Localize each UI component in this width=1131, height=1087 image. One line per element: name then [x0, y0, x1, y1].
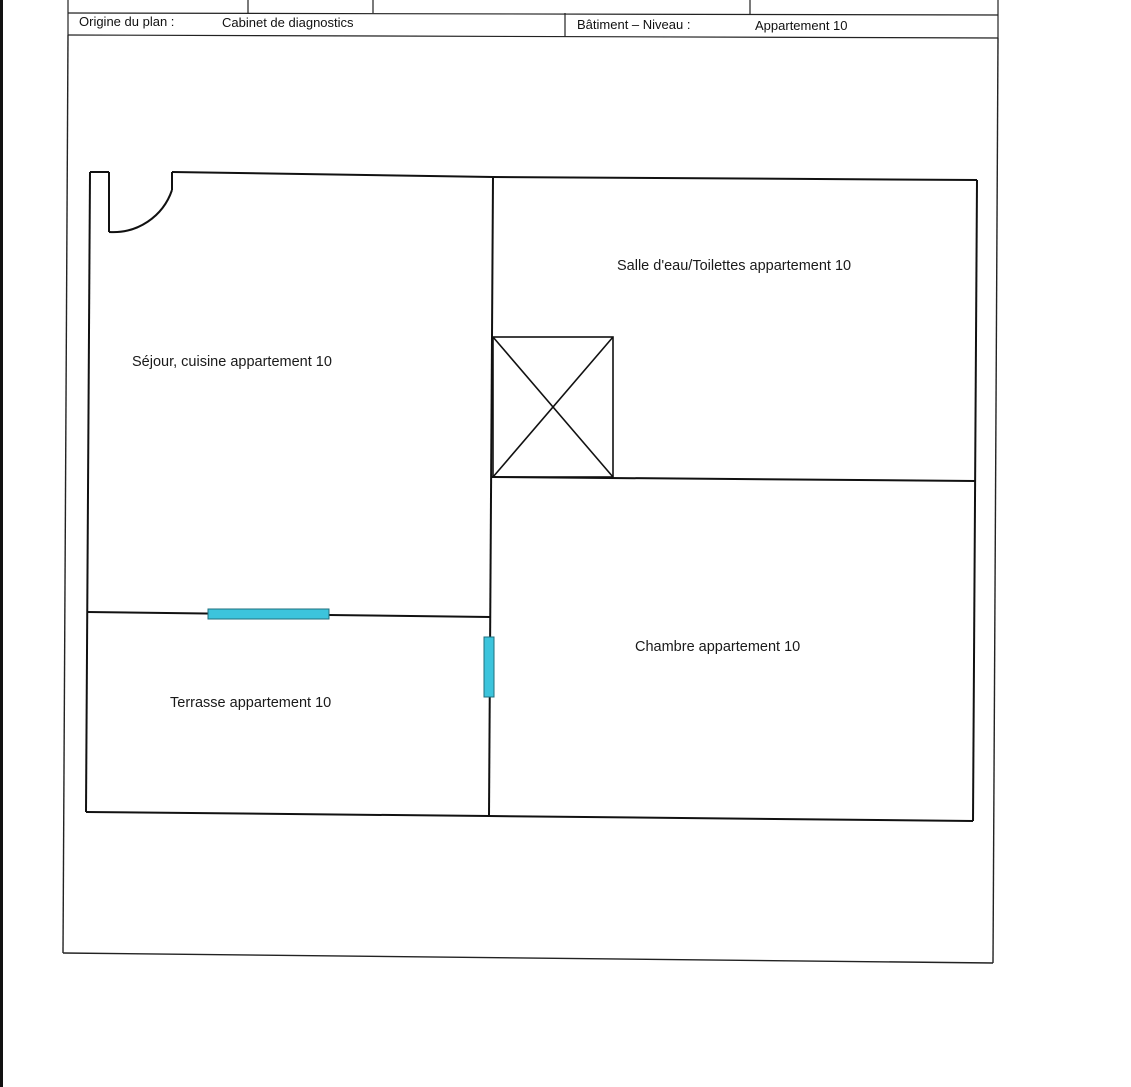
window-horizontal	[208, 609, 329, 619]
room-label-sejour: Séjour, cuisine appartement 10	[132, 354, 332, 370]
room-label-chambre: Chambre appartement 10	[635, 639, 801, 655]
header-table	[68, 0, 998, 38]
window-vertical	[484, 637, 494, 697]
door-swing-icon	[109, 172, 172, 232]
shaft-cross-icon	[493, 337, 613, 477]
room-label-salle-eau: Salle d'eau/Toilettes appartement 10	[617, 258, 852, 274]
origin-value: Cabinet de diagnostics	[222, 15, 354, 30]
origin-label: Origine du plan :	[79, 14, 175, 29]
window-icon	[208, 609, 494, 697]
building-value: Appartement 10	[755, 18, 848, 33]
sheet-frame	[63, 35, 998, 963]
building-label: Bâtiment – Niveau :	[577, 17, 691, 32]
room-label-terrasse: Terrasse appartement 10	[170, 695, 332, 711]
